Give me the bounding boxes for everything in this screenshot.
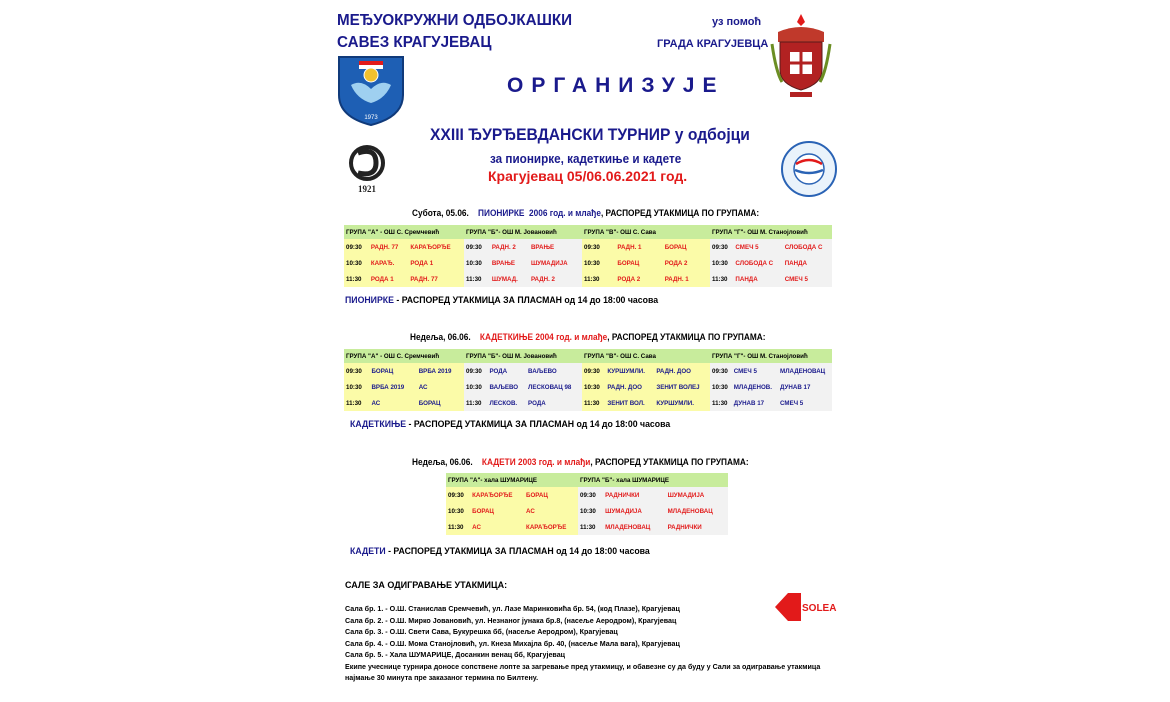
section3-category: КАДЕТИ 2003 год. и млађи <box>481 457 591 467</box>
hall-line: Сала бр. 3. - О.Ш. Свети Сава, Букурешка бб, (насеље Аеродром), Крагујевац <box>345 627 618 636</box>
away-team: ЗЕНИТ ВОЛЕЈ <box>654 379 710 395</box>
group-title: ГРУПА "А" - ОШ С. Сремчевић <box>344 225 464 239</box>
match-time: 11:30 <box>578 519 603 535</box>
group-title: ГРУПА "А"- хала ШУМАРИЦЕ <box>446 473 578 487</box>
away-team: КУРШУМЛИ. <box>654 395 710 411</box>
away-team: БОРАЦ <box>524 487 578 503</box>
away-team: ВРБА 2019 <box>417 363 464 379</box>
group-table <box>578 473 728 535</box>
away-team: РАДН. ДОО <box>654 363 710 379</box>
home-team: СЛОБОДА С <box>733 255 782 271</box>
match-time: 09:30 <box>710 239 733 255</box>
hall-note: најмање 30 минута пре заказаног термина по Билтену. <box>345 673 539 682</box>
help-line-1: уз помоћ <box>712 16 762 28</box>
home-team: МЛАДЕНОВ. <box>732 379 778 395</box>
away-team: РАДН. 77 <box>408 271 464 287</box>
section1-suffix: , РАСПОРЕД УТАКМИЦА ПО ГРУПАМА: <box>600 208 760 218</box>
group-title: ГРУПА "В"- ОШ С. Сава <box>582 349 710 363</box>
hall-line: Сала бр. 2. - О.Ш. Мирко Јовановић, ул. Незнаног јунака бр.8, (насеље Аеродром), Крагујевац <box>345 615 677 625</box>
away-team: БОРАЦ <box>417 395 464 411</box>
match-time: 10:30 <box>582 379 605 395</box>
match-time: 09:30 <box>344 239 369 255</box>
away-team: СЛОБОДА С <box>783 239 832 255</box>
home-team: ШУМАДИЈА <box>603 503 665 519</box>
home-team: РАДНИЧКИ <box>603 487 665 503</box>
away-team: РАДН. 2 <box>529 271 582 287</box>
away-team: СМЕЧ 5 <box>783 271 832 287</box>
section1-born: 2006 год. и млађе <box>529 208 601 218</box>
home-team: КАРАЂ. <box>369 255 408 271</box>
away-team: РОДА 1 <box>408 255 464 271</box>
section2-suffix: , РАСПОРЕД УТАКМИЦА ПО ГРУПАМА: <box>607 332 766 342</box>
section3-heading <box>412 457 749 467</box>
group-title: ГРУПА "Г"- ОШ М. Станојловић <box>710 349 832 363</box>
home-team: РАДН. ДОО <box>605 379 654 395</box>
home-team: БОРАЦ <box>470 503 524 519</box>
volleyball-federation-logo <box>780 140 838 198</box>
match-time: 11:30 <box>446 519 470 535</box>
section3-placement <box>350 546 650 557</box>
group-table <box>710 225 832 287</box>
home-team: РОДА 1 <box>369 271 408 287</box>
away-team: СМЕЧ 5 <box>778 395 832 411</box>
home-team: РАДН. 1 <box>615 239 662 255</box>
section2-heading <box>410 332 765 342</box>
away-team: РОДА <box>526 395 582 411</box>
section1-placement <box>345 295 658 306</box>
organizer-line-2: САВЕЗ КРАГУЈЕВАЦ <box>337 34 492 51</box>
home-team: РОДА 2 <box>615 271 662 287</box>
away-team: МЛАДЕНОВАЦ <box>666 503 728 519</box>
away-team: ВРАЊЕ <box>529 239 582 255</box>
home-team: ВРБА 2019 <box>369 379 416 395</box>
match-time: 09:30 <box>446 487 470 503</box>
home-team: БОРАЦ <box>615 255 662 271</box>
away-team: КАРАЂОРЂЕ <box>408 239 464 255</box>
home-team: ВАЉЕВО <box>487 379 526 395</box>
away-team: ШУМАДИЈА <box>529 255 582 271</box>
tournament-place-date: Крагујевац 05/06.06.2021 год. <box>488 168 688 184</box>
match-time: 10:30 <box>582 255 615 271</box>
away-team: МЛАДЕНОВАЦ <box>778 363 832 379</box>
hall-line: Сала бр. 1. - О.Ш. Станислав Сремчевић, ул. Лазе Маринковића бр. 54, (код Плазе), Крагујевац <box>345 604 680 613</box>
group-table <box>582 225 710 287</box>
city-coat-of-arms-logo <box>770 12 832 100</box>
home-team: ДУНАВ 17 <box>732 395 778 411</box>
match-time: 11:30 <box>344 395 369 411</box>
match-time: 11:30 <box>344 271 369 287</box>
organizer-name <box>337 10 572 54</box>
section1-placement-category: ПИОНИРКЕ <box>345 295 394 306</box>
away-team: ПАНДА <box>783 255 832 271</box>
match-time: 11:30 <box>464 395 487 411</box>
match-time: 10:30 <box>464 379 487 395</box>
away-team: РАДН. 1 <box>663 271 710 287</box>
help-line-2: ГРАДА КРАГУЈЕВЦА <box>657 38 769 50</box>
match-time: 10:30 <box>344 255 369 271</box>
shield-year: 1973 <box>364 115 378 121</box>
group-table <box>464 349 582 411</box>
home-team: СМЕЧ 5 <box>732 363 778 379</box>
away-team: ДУНАВ 17 <box>778 379 832 395</box>
group-title: ГРУПА "Б"- хала ШУМАРИЦЕ <box>578 473 728 487</box>
home-team: РОДА <box>487 363 526 379</box>
group-table <box>344 349 464 411</box>
home-team: СМЕЧ 5 <box>733 239 782 255</box>
group-title: ГРУПА "Г"- ОШ М. Станојловић <box>710 225 832 239</box>
home-team: ЛЕСКОВ. <box>487 395 526 411</box>
group-table <box>446 473 578 535</box>
match-time: 09:30 <box>582 363 605 379</box>
section2-placement-text: - РАСПОРЕД УТАКМИЦА ЗА ПЛАСМАН од 14 до 18:00 часова <box>406 419 671 430</box>
section1-heading <box>412 208 759 218</box>
solea-sponsor-logo <box>772 590 837 624</box>
home-team: ПАНДА <box>733 271 782 287</box>
match-time: 09:30 <box>344 363 369 379</box>
match-time: 11:30 <box>710 395 732 411</box>
section2-category: КАДЕТКИЊЕ 2004 год. и млађе <box>479 332 608 342</box>
hall-line: Сала бр. 4. - О.Ш. Мома Станојловић, ул. Кнеза Михајла бр. 40, (насеље Мала вага), Крагујевац <box>345 638 680 648</box>
club-year: 1921 <box>358 184 376 194</box>
organizuje-heading: ОРГАНИЗУЈЕ <box>507 74 725 97</box>
group-title: ГРУПА "В"- ОШ С. Сава <box>582 225 710 239</box>
match-time: 09:30 <box>464 239 490 255</box>
home-team: АС <box>470 519 524 535</box>
section2-placement-category: КАДЕТКИЊЕ <box>350 419 407 430</box>
home-team: ВРАЊЕ <box>490 255 529 271</box>
home-team: КАРАЂОРЂЕ <box>470 487 524 503</box>
section3-placement-text: - РАСПОРЕД УТАКМИЦА ЗА ПЛАСМАН од 14 до 18:00 часова <box>385 546 650 557</box>
match-time: 09:30 <box>582 239 615 255</box>
away-team: ШУМАДИЈА <box>666 487 728 503</box>
match-time: 11:30 <box>582 271 615 287</box>
halls-title: САЛЕ ЗА ОДИГРАВАЊЕ УТАКМИЦА: <box>345 580 508 590</box>
home-team: РАДН. 2 <box>490 239 529 255</box>
match-time: 10:30 <box>446 503 470 519</box>
group-title: ГРУПА "Б"- ОШ М. Јовановић <box>464 225 582 239</box>
home-team: АС <box>369 395 416 411</box>
home-team: МЛАДЕНОВАЦ <box>603 519 665 535</box>
section2-placement <box>350 419 670 430</box>
away-team: АС <box>417 379 464 395</box>
section1-day: Субота, 05.06. <box>412 208 469 218</box>
match-time: 11:30 <box>710 271 733 287</box>
home-team: РАДН. 77 <box>369 239 408 255</box>
section1-placement-text: - РАСПОРЕД УТАКМИЦА ЗА ПЛАСМАН од 14 до 18:00 часова <box>393 295 659 306</box>
group-table <box>344 225 464 287</box>
federation-shield-logo <box>337 55 405 127</box>
match-time: 09:30 <box>464 363 487 379</box>
section3-suffix: , РАСПОРЕД УТАКМИЦА ПО ГРУПАМА: <box>590 457 749 467</box>
tournament-title: XXIII ЂУРЂЕВДАНСКИ ТУРНИР у одбојци <box>430 125 750 144</box>
home-team: БОРАЦ <box>369 363 416 379</box>
group-title: ГРУПА "А" - ОШ С. Сремчевић <box>344 349 464 363</box>
away-team: КАРАЂОРЂЕ <box>524 519 578 535</box>
match-time: 10:30 <box>344 379 369 395</box>
sponsor-name: SOLEA <box>802 603 837 614</box>
match-time: 09:30 <box>710 363 732 379</box>
away-team: РАДНИЧКИ <box>666 519 728 535</box>
match-time: 11:30 <box>464 271 490 287</box>
match-time: 09:30 <box>578 487 603 503</box>
away-team: АС <box>524 503 578 519</box>
away-team: РОДА 2 <box>663 255 710 271</box>
match-time: 10:30 <box>710 379 732 395</box>
section3-placement-category: КАДЕТИ <box>350 546 386 557</box>
match-time: 10:30 <box>464 255 490 271</box>
match-time: 11:30 <box>582 395 605 411</box>
club-1921-logo <box>346 143 388 195</box>
away-team: ВАЉЕВО <box>526 363 582 379</box>
match-time: 10:30 <box>710 255 733 271</box>
tournament-audience: за пионирке, кадеткиње и кадете <box>490 151 682 166</box>
section3-day: Недеља, 06.06. <box>412 457 473 467</box>
away-team: ЛЕСКОВАЦ 98 <box>526 379 582 395</box>
away-team: БОРАЦ <box>663 239 710 255</box>
home-team: ШУМАД. <box>490 271 529 287</box>
organizer-line-1: МЕЂУОКРУЖНИ ОДБОЈКАШКИ <box>337 12 573 29</box>
hall-note: Екипе учеснице турнира доносе сопствене лопте за загревање пред утакмицу, и обавезне су да буду у Сали за одигравање утакмица <box>345 661 821 671</box>
group-table <box>464 225 582 287</box>
section2-day: Недеља, 06.06. <box>410 332 471 342</box>
section1-category: ПИОНИРКЕ <box>478 208 525 218</box>
hall-line: Сала бр. 5. - Хала ШУМАРИЦЕ, Досанкин венац бб, Крагујевац <box>345 650 566 659</box>
match-time: 10:30 <box>578 503 603 519</box>
group-title: ГРУПА "Б"- ОШ М. Јовановић <box>464 349 582 363</box>
home-team: КУРШУМЛИ. <box>605 363 654 379</box>
group-table <box>710 349 832 411</box>
group-table <box>582 349 710 411</box>
home-team: ЗЕНИТ ВОЛ. <box>605 395 654 411</box>
halls-list <box>345 603 820 684</box>
